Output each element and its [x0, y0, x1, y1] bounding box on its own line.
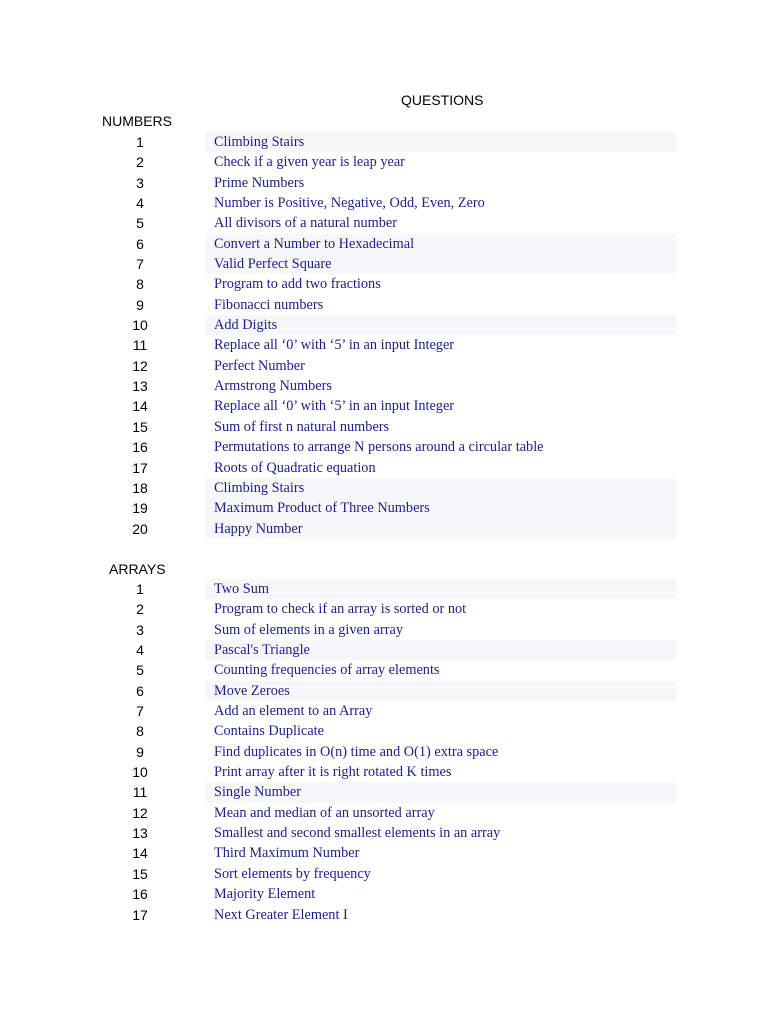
- question-number: 7: [136, 703, 144, 720]
- question-title: Maximum Product of Three Numbers: [214, 500, 430, 517]
- question-title: Climbing Stairs: [214, 134, 305, 150]
- page-title: QUESTIONS: [401, 92, 484, 108]
- question-row: [110, 193, 676, 213]
- question-row: [110, 660, 676, 680]
- question-title: Roots of Quadratic equation: [214, 459, 376, 476]
- question-number: 12: [132, 357, 148, 374]
- question-row: [110, 742, 676, 762]
- question-title: Third Maximum Number: [214, 845, 360, 862]
- question-number: 11: [132, 784, 148, 801]
- question-title: Smallest and second smallest elements in an array: [214, 825, 501, 842]
- numbers-section-heading: NUMBERS: [102, 113, 173, 129]
- arrays-question-list: [110, 579, 676, 925]
- question-row: [110, 376, 676, 396]
- question-row: [110, 803, 676, 823]
- question-row: [110, 884, 676, 904]
- question-title: Program to check if an array is sorted or not: [214, 601, 467, 618]
- question-row: [110, 579, 676, 599]
- question-number: 6: [136, 235, 144, 252]
- question-number: 20: [132, 520, 148, 537]
- question-title: Contains Duplicate: [214, 723, 324, 740]
- question-row: [110, 782, 676, 802]
- question-number: 4: [136, 642, 144, 659]
- question-title: Move Zeroes: [214, 682, 290, 699]
- question-number: 1: [136, 134, 144, 150]
- question-title: Two Sum: [214, 581, 270, 597]
- question-number: 7: [136, 256, 144, 273]
- question-number: 16: [132, 886, 148, 903]
- question-title: Climbing Stairs: [214, 479, 305, 496]
- question-number: 11: [132, 337, 148, 354]
- question-title: Sort elements by frequency: [214, 865, 371, 882]
- question-row: [110, 458, 676, 478]
- question-row: [110, 315, 676, 335]
- question-number: 3: [136, 621, 144, 638]
- question-row: [110, 864, 676, 884]
- question-title: Program to add two fractions: [214, 276, 381, 293]
- question-row: [110, 396, 676, 416]
- question-row: [110, 173, 676, 193]
- question-title: Print array after it is right rotated K times: [214, 764, 452, 781]
- question-row: [110, 356, 676, 376]
- question-row: [110, 478, 676, 498]
- question-number: 6: [136, 682, 144, 699]
- question-title: Replace all ‘0’ with ‘5’ in an input Integer: [214, 337, 455, 354]
- question-title: Mean and median of an unsorted array: [214, 804, 435, 821]
- question-title: Majority Element: [214, 886, 316, 903]
- question-title: Single Number: [214, 784, 301, 801]
- question-title: Number is Positive, Negative, Odd, Even, Zero: [214, 195, 485, 212]
- question-row: [110, 417, 676, 437]
- question-row: [110, 254, 676, 274]
- numbers-question-list: [110, 132, 676, 539]
- question-title: All divisors of a natural number: [214, 215, 398, 232]
- question-row: [110, 640, 676, 660]
- question-number: 16: [132, 439, 148, 456]
- question-title: Convert a Number to Hexadecimal: [214, 235, 415, 252]
- question-title: Next Greater Element I: [214, 906, 348, 923]
- question-number: 14: [132, 398, 148, 415]
- question-number: 17: [132, 459, 148, 476]
- question-row: [110, 721, 676, 741]
- question-row: [110, 599, 676, 619]
- question-number: 18: [132, 479, 148, 496]
- question-number: 17: [132, 906, 148, 923]
- question-title: Armstrong Numbers: [214, 378, 332, 395]
- question-row: [110, 295, 676, 315]
- question-number: 5: [136, 662, 144, 679]
- row-shading: [205, 579, 676, 599]
- question-number: 15: [132, 865, 148, 882]
- question-row: [110, 519, 676, 539]
- question-title: Perfect Number: [214, 357, 305, 374]
- question-row: [110, 843, 676, 863]
- question-title: Counting frequencies of array elements: [214, 662, 440, 679]
- question-number: 2: [136, 601, 144, 618]
- question-row: [110, 152, 676, 172]
- question-row: [110, 335, 676, 355]
- question-number: 14: [132, 845, 148, 862]
- question-row: [110, 681, 676, 701]
- question-row: [110, 905, 676, 925]
- question-number: 15: [132, 418, 148, 435]
- question-row: [110, 274, 676, 294]
- question-title: Sum of first n natural numbers: [214, 418, 390, 435]
- question-row: [110, 132, 676, 152]
- question-row: [110, 234, 676, 254]
- question-title: Check if a given year is leap year: [214, 154, 405, 171]
- question-title: Permutations to arrange N persons around a circular table: [214, 439, 544, 456]
- question-number: 8: [136, 723, 144, 740]
- question-title: Happy Number: [214, 520, 303, 537]
- question-row: [110, 437, 676, 457]
- question-number: 2: [136, 154, 144, 171]
- question-row: [110, 762, 676, 782]
- question-row: [110, 620, 676, 640]
- question-number: 13: [132, 825, 148, 842]
- arrays-section-heading: ARRAYS: [109, 561, 166, 577]
- question-number: 12: [132, 804, 148, 821]
- question-number: 5: [136, 215, 144, 232]
- question-row: [110, 213, 676, 233]
- question-title: Add Digits: [214, 317, 278, 334]
- question-number: 10: [132, 764, 148, 781]
- question-number: 3: [136, 174, 144, 191]
- question-row: [110, 701, 676, 721]
- question-title: Add an element to an Array: [214, 703, 373, 720]
- question-number: 9: [136, 296, 144, 313]
- question-row: [110, 823, 676, 843]
- question-title: Pascal's Triangle: [214, 642, 310, 659]
- question-title: Fibonacci numbers: [214, 296, 324, 313]
- question-title: Prime Numbers: [214, 174, 305, 191]
- question-number: 8: [136, 276, 144, 293]
- question-row: [110, 498, 676, 518]
- question-title: Valid Perfect Square: [214, 256, 332, 273]
- question-title: Replace all ‘0’ with ‘5’ in an input Integer: [214, 398, 455, 415]
- question-number: 10: [132, 317, 148, 334]
- question-title: Find duplicates in O(n) time and O(1) extra space: [214, 743, 499, 760]
- question-number: 4: [136, 195, 144, 212]
- question-number: 13: [132, 378, 148, 395]
- question-number: 19: [132, 500, 148, 517]
- question-title: Sum of elements in a given array: [214, 621, 403, 638]
- question-number: 9: [136, 743, 144, 760]
- question-number: 1: [136, 581, 144, 597]
